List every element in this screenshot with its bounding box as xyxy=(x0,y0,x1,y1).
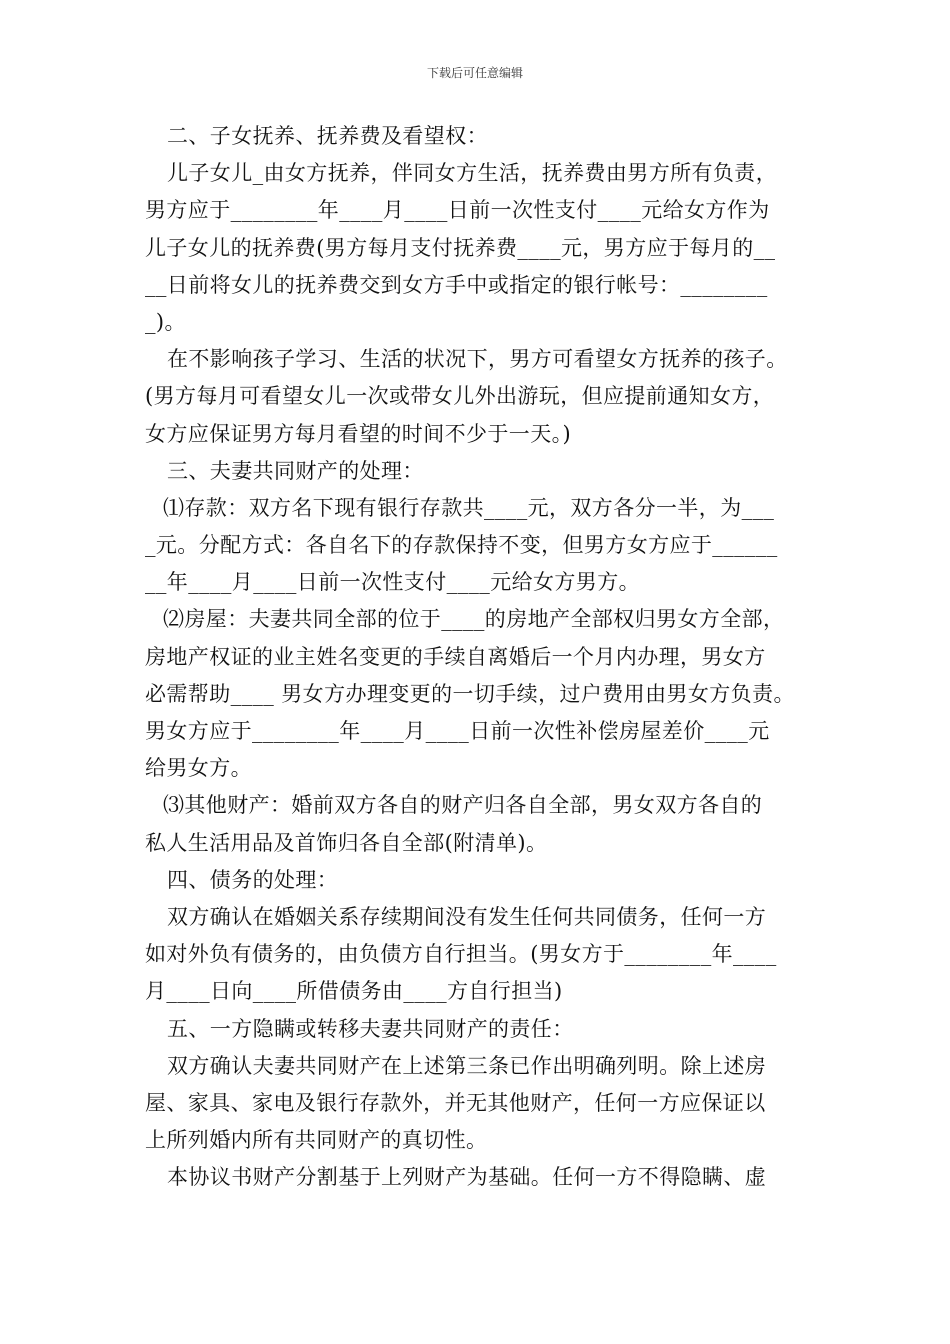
paragraph-line: __年____月____日前一次性支付____元给女方男方。 xyxy=(145,570,640,595)
paragraph-line: 儿子女儿的抚养费(男方每月支付抚养费____元，男方应于每月的__ xyxy=(145,235,776,260)
paragraph-line: 在不影响孩子学习、生活的状况下，男方可看望女方抚养的孩子。 xyxy=(167,347,788,372)
section-heading-children: 二、子女抚养、抚养费及看望权： xyxy=(167,124,488,148)
document-body xyxy=(145,118,815,1196)
paragraph-line: 屋、家具、家电及银行存款外，并无其他财产，任何一方应保证以 xyxy=(145,1090,766,1115)
paragraph-line: ⑵房屋：夫妻共同全部的位于____的房地产全部权归男女方全部， xyxy=(163,607,785,632)
paragraph-line: 必需帮助____ 男女方办理变更的一切手续，过户费用由男女方负责。 xyxy=(145,681,795,706)
page-header: 下载后可任意编辑 xyxy=(426,66,523,80)
paragraph-line: 男女方应于________年____月____日前一次性补偿房屋差价____元 xyxy=(145,719,770,743)
paragraph-line: 私人生活用品及首饰归各自全部(附清单)。 xyxy=(145,830,548,855)
section-heading-property: 三、夫妻共同财产的处理： xyxy=(167,458,424,483)
paragraph-line: _)。 xyxy=(145,309,186,334)
paragraph-line: 女方应保证男方每月看望的时间不少于一天。) xyxy=(145,421,572,446)
paragraph-line: 儿子女儿_由女方抚养，伴同女方生活，抚养费由男方所有负责， xyxy=(167,161,778,186)
paragraph-line: (男方每月可看望女儿一次或带女儿外出游玩，但应提前通知女方， xyxy=(145,384,775,409)
paragraph-line: 如对外负有债务的，由负债方自行担当。(男女方于________年____ xyxy=(145,942,777,967)
paragraph-line: 给男女方。 xyxy=(145,756,252,781)
paragraph-line: 男方应于________年____月____日前一次性支付____元给女方作为 xyxy=(145,198,770,223)
paragraph-line: __日前将女儿的抚养费交到女方手中或指定的银行帐号：________ xyxy=(145,272,768,297)
paragraph-line: 房地产权证的业主姓名变更的手续自离婚后一个月内办理，男女方 xyxy=(145,644,766,669)
paragraph-line: _元。分配方式：各自名下的存款保持不变，但男方女方应于______ xyxy=(145,533,778,558)
paragraph-line: 双方确认夫妻共同财产在上述第三条已作出明确列明。除上述房 xyxy=(167,1053,767,1078)
paragraph-line: 双方确认在婚姻关系存续期间没有发生任何共同债务，任何一方 xyxy=(167,904,767,929)
section-heading-concealment: 五、一方隐瞒或转移夫妻共同财产的责任： xyxy=(167,1016,574,1041)
paragraph-line: 月____日向____所借债务由____方自行担当) xyxy=(145,979,563,1004)
paragraph-line: 上所列婚内所有共同财产的真切性。 xyxy=(145,1128,488,1153)
section-heading-debts: 四、债务的处理： xyxy=(167,867,339,892)
paragraph-line: 本协议书财产分割基于上列财产为基础。任何一方不得隐瞒、虚 xyxy=(167,1165,767,1190)
paragraph-line: ⑶其他财产：婚前双方各自的财产归各自全部，男女双方各自的 xyxy=(163,793,763,818)
paragraph-line: ⑴存款：双方名下现有银行存款共____元，双方各分一半，为___ xyxy=(163,495,775,520)
